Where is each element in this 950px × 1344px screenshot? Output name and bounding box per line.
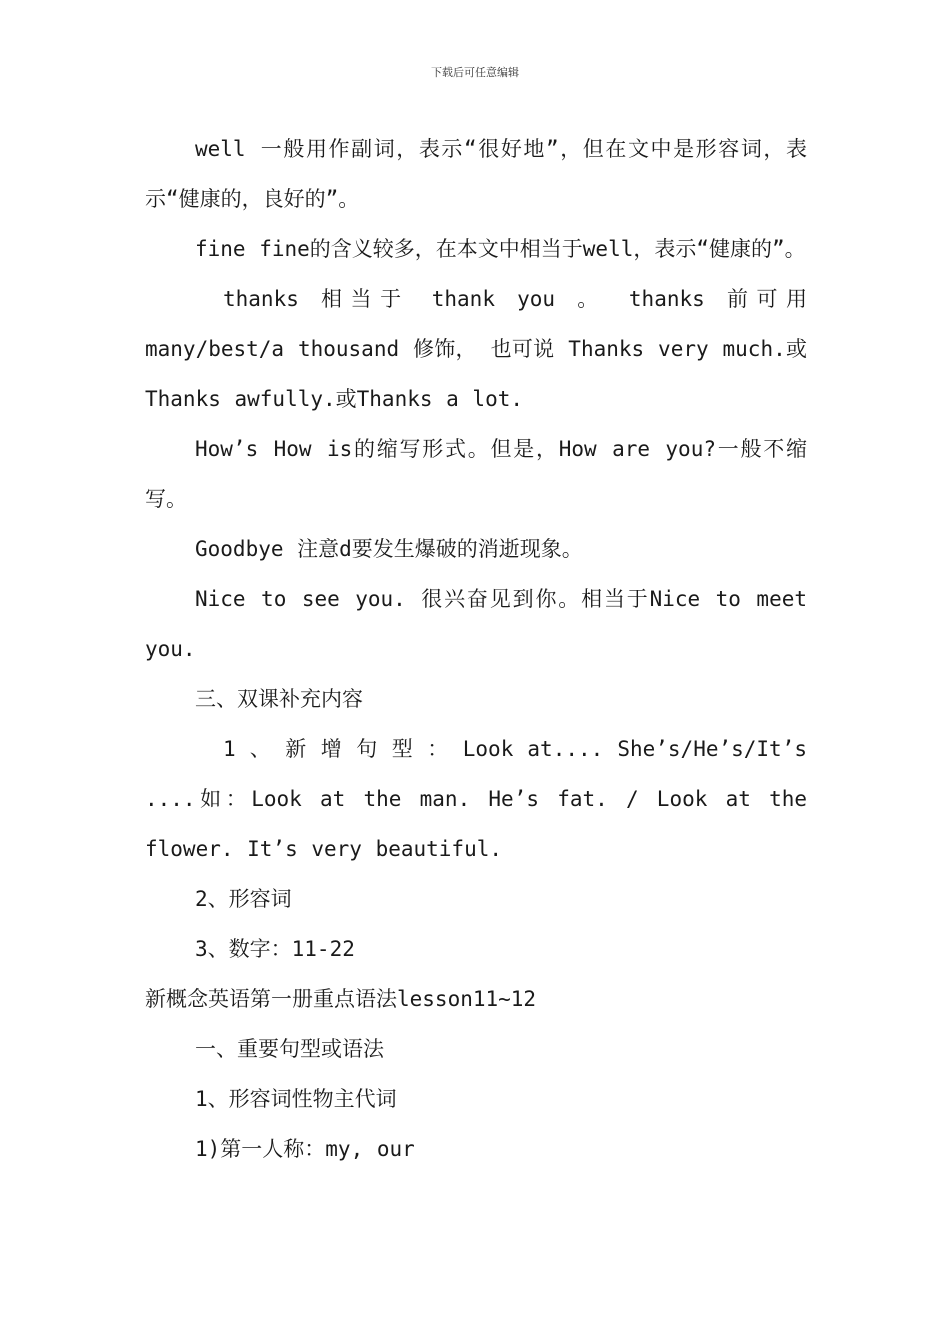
paragraph-hows: How’s How is的缩写形式。但是，How are you?一般不缩写。 <box>145 437 807 511</box>
document-body <box>145 124 807 1174</box>
section-heading-key-grammar: 一、重要句型或语法 <box>195 1037 384 1061</box>
section-heading-double-lesson: 三、双课补充内容 <box>195 687 363 711</box>
list-item-possessive-adjectives: 1、形容词性物主代词 <box>195 1087 397 1111</box>
paragraph-thanks: thanks 相当于 thank you 。 thanks 前可用 many/best/a thousand 修饰， 也可说 Thanks very much.或Thanks awfully.或Thanks a lot. <box>145 287 807 411</box>
list-item-first-person: 1)第一人称：my, our <box>195 1137 415 1161</box>
paragraph-new-sentence-pattern: 1 、 新 增 句 型 ： Look at.... She’s/He’s/It’s ....如：Look at the man. He’s fat. / Look at the flower. It’s very beautiful. <box>145 737 807 861</box>
paragraph-goodbye: Goodbye 注意d要发生爆破的消逝现象。 <box>195 537 583 561</box>
document-title-lesson11-12: 新概念英语第一册重点语法lesson11~12 <box>145 987 537 1011</box>
list-item-numbers: 3、数字：11-22 <box>195 937 355 961</box>
paragraph-well: well 一般用作副词，表示“很好地”，但在文中是形容词，表示“健康的，良好的”。 <box>145 137 807 211</box>
paragraph-nice-to-see-you: Nice to see you. 很兴奋见到你。相当于Nice to meet you. <box>145 587 807 661</box>
page-header: 下载后可任意编辑 <box>431 66 519 79</box>
paragraph-fine: fine fine的含义较多，在本文中相当于well，表示“健康的”。 <box>195 237 806 261</box>
list-item-adjectives: 2、形容词 <box>195 887 292 911</box>
